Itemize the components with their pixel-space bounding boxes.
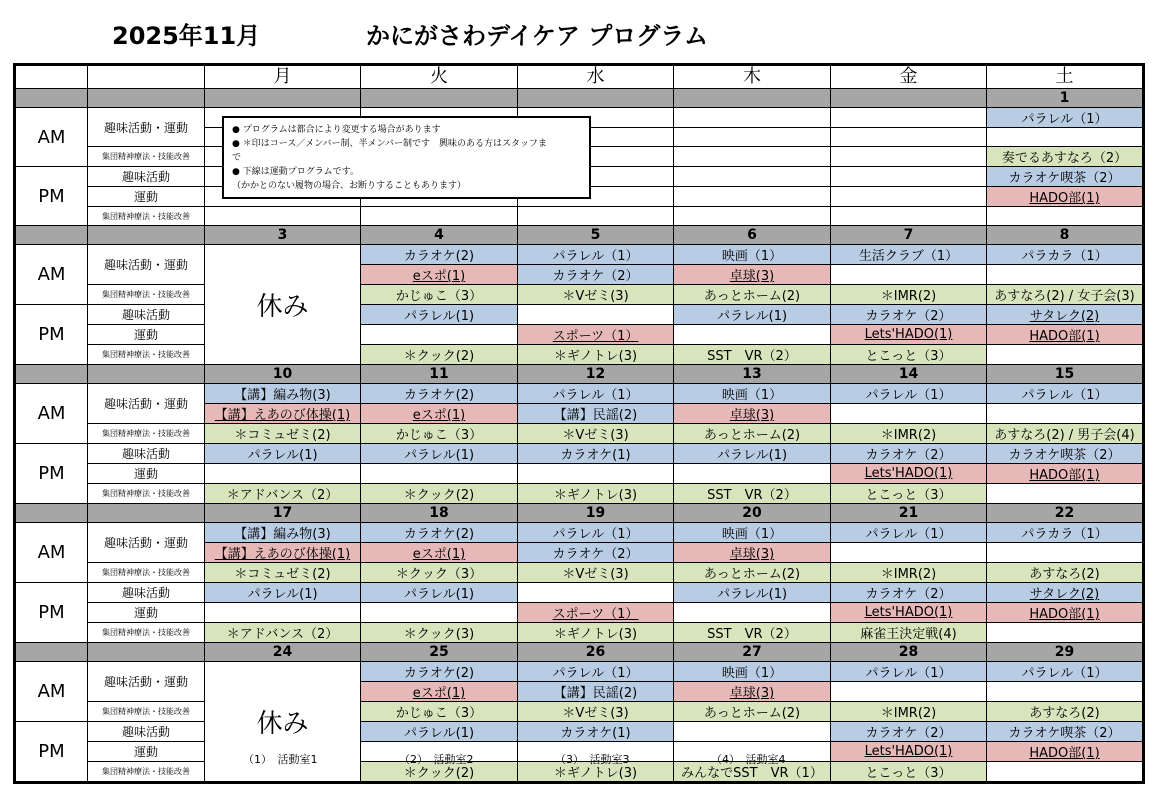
program-cell: パラレル(1) [674, 305, 831, 325]
date-cell: 4 [361, 226, 518, 245]
program-cell: SST VR（2） [674, 623, 831, 643]
period-pm: PM [15, 722, 88, 783]
date-cell [831, 89, 987, 108]
program-cell: カラオケ（2） [831, 444, 987, 464]
program-cell: カラオケ（2） [831, 583, 987, 603]
date-cell: 20 [674, 504, 831, 523]
program-cell: 卓球(3) [674, 682, 831, 702]
date-cell: 1 [987, 89, 1144, 108]
category-label: 集団精神療法・技能改善 [88, 484, 205, 504]
program-cell [674, 128, 831, 147]
legend-room-3: （3） 活動室3 [555, 753, 630, 766]
date-cell: 14 [831, 365, 987, 384]
period-pm: PM [15, 167, 88, 226]
program-cell: サタレク(2) [987, 305, 1144, 325]
program-cell: 卓球(3) [674, 265, 831, 285]
date-cell: 26 [518, 643, 674, 662]
category-label: 運動 [88, 603, 205, 623]
program-cell: 【講】えあのび体操(1) [205, 404, 361, 424]
date-cell: 3 [205, 226, 361, 245]
program-cell: ＊IMR(2) [831, 563, 987, 583]
program-cell [987, 682, 1144, 702]
date-row-blank [15, 226, 88, 245]
program-cell: パラレル（1） [831, 662, 987, 682]
program-cell: ＊コミュゼミ(2) [205, 563, 361, 583]
program-cell: パラレル（1） [518, 662, 674, 682]
program-cell: ＊ギノトレ(3) [518, 345, 674, 365]
program-cell [518, 305, 674, 325]
program-cell: とこっと（3） [831, 762, 987, 783]
program-cell: HADO部(1) [987, 742, 1144, 762]
notice-line: で [232, 153, 242, 163]
date-cell: 22 [987, 504, 1144, 523]
date-row-blank [88, 643, 205, 662]
program-cell: パラレル（1） [987, 108, 1144, 128]
program-cell [674, 603, 831, 623]
program-cell: 映画（1） [674, 245, 831, 265]
program-cell: パラレル(1) [205, 583, 361, 603]
notice-line: ● プログラムは都合により変更する場合があります [232, 125, 441, 135]
legend-room-2: （2） 活動室2 [399, 753, 474, 766]
program-cell [831, 167, 987, 187]
weekday-header: 水 [518, 65, 674, 89]
date-cell: 21 [831, 504, 987, 523]
weekday-header: 土 [987, 65, 1144, 89]
date-row-blank [88, 365, 205, 384]
program-cell: かじゅこ（3） [361, 702, 518, 722]
program-cell: パラレル(1) [205, 444, 361, 464]
weekday-header: 火 [361, 65, 518, 89]
holiday-cell: 休み [205, 245, 361, 365]
date-cell: 15 [987, 365, 1144, 384]
program-cell: ＊ギノトレ(3) [518, 762, 674, 783]
program-cell: カラオケ喫茶（2） [987, 722, 1144, 742]
legend-room-4: （4） 活動室4 [711, 753, 786, 766]
date-cell: 11 [361, 365, 518, 384]
period-am: AM [15, 245, 88, 305]
program-cell: HADO部(1) [987, 603, 1144, 623]
date-row-blank [15, 643, 88, 662]
category-label: 運動 [88, 187, 205, 207]
program-cell: 【講】民謡(2) [518, 682, 674, 702]
date-cell: 5 [518, 226, 674, 245]
program-cell: 卓球(3) [674, 404, 831, 424]
program-cell: HADO部(1) [987, 325, 1144, 345]
legend-room-1: （1） 活動室1 [243, 753, 318, 766]
program-cell [674, 187, 831, 207]
program-cell: あっとホーム(2) [674, 285, 831, 305]
program-cell: ＊IMR(2) [831, 285, 987, 305]
program-cell: Lets'HADO(1) [831, 603, 987, 623]
program-cell: Lets'HADO(1) [831, 325, 987, 345]
program-cell: 奏でるあすなろ（2） [987, 147, 1144, 167]
program-cell [987, 404, 1144, 424]
program-cell [518, 583, 674, 603]
category-label: 集団精神療法・技能改善 [88, 563, 205, 583]
program-cell: 【講】えあのび体操(1) [205, 543, 361, 563]
program-cell: ＊Vゼミ(3) [518, 424, 674, 444]
program-cell: あすなろ(2) [987, 702, 1144, 722]
program-cell: ＊Vゼミ(3) [518, 702, 674, 722]
category-label: 運動 [88, 742, 205, 762]
program-cell: あすなろ(2) / 女子会(3) [987, 285, 1144, 305]
program-cell: 【講】編み物(3) [205, 384, 361, 404]
program-cell: 【講】編み物(3) [205, 523, 361, 543]
program-cell: 【講】民謡(2) [518, 404, 674, 424]
program-cell: ＊クック(3) [361, 623, 518, 643]
program-cell: あすなろ(2) [987, 563, 1144, 583]
date-row-blank [88, 504, 205, 523]
program-cell: SST VR（2） [674, 345, 831, 365]
program-cell: スポーツ（1） [518, 603, 674, 623]
program-cell [987, 623, 1144, 643]
program-cell: みんなでSST VR（1） [674, 762, 831, 783]
date-row-blank [88, 89, 205, 108]
program-cell [674, 722, 831, 742]
month-title: 2025年11月 [112, 22, 261, 50]
date-cell: 17 [205, 504, 361, 523]
program-cell: ＊コミュゼミ(2) [205, 424, 361, 444]
program-cell: ＊ギノトレ(3) [518, 623, 674, 643]
program-cell: パラレル(1) [361, 444, 518, 464]
program-cell [987, 543, 1144, 563]
category-label: 集団精神療法・技能改善 [88, 762, 205, 783]
program-cell: パラレル(1) [361, 305, 518, 325]
period-am: AM [15, 523, 88, 583]
program-cell: HADO部(1) [987, 464, 1144, 484]
period-am: AM [15, 384, 88, 444]
program-cell: パラレル（1） [518, 245, 674, 265]
program-cell: カラオケ（2） [518, 265, 674, 285]
program-cell: パラレル（1） [831, 384, 987, 404]
category-label: 趣味活動 [88, 722, 205, 742]
program-cell: 映画（1） [674, 523, 831, 543]
program-cell [831, 265, 987, 285]
program-cell: カラオケ喫茶（2） [987, 444, 1144, 464]
program-cell [518, 464, 674, 484]
date-row-blank [15, 365, 88, 384]
date-cell: 8 [987, 226, 1144, 245]
program-cell: eスポ(1) [361, 404, 518, 424]
program-cell: あっとホーム(2) [674, 702, 831, 722]
date-cell: 12 [518, 365, 674, 384]
program-cell [674, 147, 831, 167]
category-label: 趣味活動・運動 [88, 108, 205, 147]
program-cell: 生活クラブ（1） [831, 245, 987, 265]
program-cell [205, 603, 361, 623]
corner-cell [15, 65, 88, 89]
program-cell: Lets'HADO(1) [831, 464, 987, 484]
program-cell: Lets'HADO(1) [831, 742, 987, 762]
program-cell: サタレク(2) [987, 583, 1144, 603]
program-cell: あっとホーム(2) [674, 424, 831, 444]
program-cell: カラオケ(2) [361, 662, 518, 682]
program-cell [831, 147, 987, 167]
program-cell: eスポ(1) [361, 265, 518, 285]
weekday-header: 木 [674, 65, 831, 89]
category-label: 集団精神療法・技能改善 [88, 345, 205, 365]
program-cell: パラレル(1) [361, 583, 518, 603]
date-row-blank [15, 504, 88, 523]
program-cell: かじゅこ（3） [361, 285, 518, 305]
category-label: 集団精神療法・技能改善 [88, 147, 205, 167]
category-label: 集団精神療法・技能改善 [88, 623, 205, 643]
program-cell [361, 464, 518, 484]
notice-line: ● 下線は運動プログラムです。 [232, 167, 359, 177]
program-title: かにがさわデイケア プログラム [366, 22, 708, 50]
program-cell: カラオケ（2） [518, 543, 674, 563]
category-label: 趣味活動・運動 [88, 662, 205, 702]
program-cell [674, 464, 831, 484]
program-cell [361, 207, 518, 226]
program-cell: カラオケ(2) [361, 523, 518, 543]
date-cell: 18 [361, 504, 518, 523]
notice-box [222, 116, 591, 199]
program-cell: パラレル(1) [674, 583, 831, 603]
date-cell [674, 89, 831, 108]
category-label: 趣味活動 [88, 444, 205, 464]
program-cell: 麻雀王決定戦(4) [831, 623, 987, 643]
program-cell: カラオケ(1) [518, 444, 674, 464]
program-cell [987, 345, 1144, 365]
program-cell: カラオケ（2） [831, 722, 987, 742]
date-cell: 24 [205, 643, 361, 662]
program-cell [674, 325, 831, 345]
program-cell: パラレル（1） [518, 384, 674, 404]
program-cell: あすなろ(2) / 男子会(4) [987, 424, 1144, 444]
weekday-header: 金 [831, 65, 987, 89]
program-cell: ＊Vゼミ(3) [518, 563, 674, 583]
corner-cell [88, 65, 205, 89]
program-cell: ＊アドバンス（2） [205, 623, 361, 643]
date-cell [361, 89, 518, 108]
program-cell: HADO部(1) [987, 187, 1144, 207]
program-cell: カラオケ(2) [361, 384, 518, 404]
program-cell [831, 187, 987, 207]
program-cell: パラレル(1) [361, 722, 518, 742]
program-cell [987, 207, 1144, 226]
date-cell: 10 [205, 365, 361, 384]
period-pm: PM [15, 305, 88, 365]
program-cell [674, 108, 831, 128]
category-label: 趣味活動 [88, 167, 205, 187]
program-cell: あっとホーム(2) [674, 563, 831, 583]
category-label: 趣味活動・運動 [88, 245, 205, 285]
program-cell [205, 464, 361, 484]
program-cell: 映画（1） [674, 662, 831, 682]
program-cell [831, 404, 987, 424]
program-cell: パラカラ（1） [987, 245, 1144, 265]
program-cell [361, 603, 518, 623]
holiday-cell: 休み [205, 662, 361, 783]
period-am: AM [15, 662, 88, 722]
program-cell [987, 762, 1144, 783]
period-am: AM [15, 108, 88, 167]
date-cell [205, 89, 361, 108]
program-cell: ＊Vゼミ(3) [518, 285, 674, 305]
program-cell: ＊IMR(2) [831, 424, 987, 444]
program-cell [831, 207, 987, 226]
program-cell: ＊クック(2) [361, 484, 518, 504]
program-cell: 卓球(3) [674, 543, 831, 563]
date-row-blank [15, 89, 88, 108]
date-cell: 13 [674, 365, 831, 384]
date-cell: 27 [674, 643, 831, 662]
program-cell: カラオケ(2) [361, 245, 518, 265]
program-cell: ＊クック(2) [361, 762, 518, 783]
category-label: 趣味活動・運動 [88, 384, 205, 424]
program-cell [674, 167, 831, 187]
program-cell: パラレル（1） [987, 662, 1144, 682]
category-label: 集団精神療法・技能改善 [88, 702, 205, 722]
program-cell: ＊クック（3） [361, 563, 518, 583]
program-cell: カラオケ（2） [831, 305, 987, 325]
date-cell: 19 [518, 504, 674, 523]
program-cell [518, 207, 674, 226]
program-cell: パラレル（1） [831, 523, 987, 543]
category-label: 趣味活動・運動 [88, 523, 205, 563]
program-cell: スポーツ（1） [518, 325, 674, 345]
program-cell: パラレル（1） [518, 523, 674, 543]
program-cell: eスポ(1) [361, 682, 518, 702]
notice-line: ● ＊印はコース／メンバー制、半メンバー制です 興味のある方はスタッフま [232, 139, 548, 149]
notice-line: （かかとのない履物の場合、お断りすることもあります） [232, 181, 467, 191]
program-cell [205, 207, 361, 226]
category-label: 集団精神療法・技能改善 [88, 424, 205, 444]
date-cell: 28 [831, 643, 987, 662]
program-cell: ＊IMR(2) [831, 702, 987, 722]
program-cell: パラレル（1） [987, 384, 1144, 404]
date-cell: 25 [361, 643, 518, 662]
category-label: 運動 [88, 325, 205, 345]
program-cell [361, 325, 518, 345]
date-cell: 7 [831, 226, 987, 245]
program-cell: ＊ギノトレ(3) [518, 484, 674, 504]
date-cell: 29 [987, 643, 1144, 662]
program-cell [831, 108, 987, 128]
program-cell: ＊アドバンス（2） [205, 484, 361, 504]
program-cell: カラオケ喫茶（2） [987, 167, 1144, 187]
program-cell [987, 128, 1144, 147]
program-cell [987, 265, 1144, 285]
category-label: 運動 [88, 464, 205, 484]
program-cell [831, 682, 987, 702]
program-cell: とこっと（3） [831, 345, 987, 365]
program-cell: カラオケ(1) [518, 722, 674, 742]
program-cell: ＊クック(2) [361, 345, 518, 365]
program-cell [831, 128, 987, 147]
category-label: 趣味活動 [88, 583, 205, 603]
program-cell: かじゅこ（3） [361, 424, 518, 444]
date-cell [518, 89, 674, 108]
program-cell: パラカラ（1） [987, 523, 1144, 543]
program-cell: とこっと（3） [831, 484, 987, 504]
program-cell: SST VR（2） [674, 484, 831, 504]
program-cell [674, 207, 831, 226]
date-row-blank [88, 226, 205, 245]
period-pm: PM [15, 583, 88, 643]
category-label: 集団精神療法・技能改善 [88, 285, 205, 305]
category-label: 集団精神療法・技能改善 [88, 207, 205, 226]
program-cell: eスポ(1) [361, 543, 518, 563]
program-cell [831, 543, 987, 563]
date-cell: 6 [674, 226, 831, 245]
program-cell: 映画（1） [674, 384, 831, 404]
weekday-header: 月 [205, 65, 361, 89]
category-label: 趣味活動 [88, 305, 205, 325]
program-cell: パラレル(1) [674, 444, 831, 464]
program-cell [987, 484, 1144, 504]
period-pm: PM [15, 444, 88, 504]
